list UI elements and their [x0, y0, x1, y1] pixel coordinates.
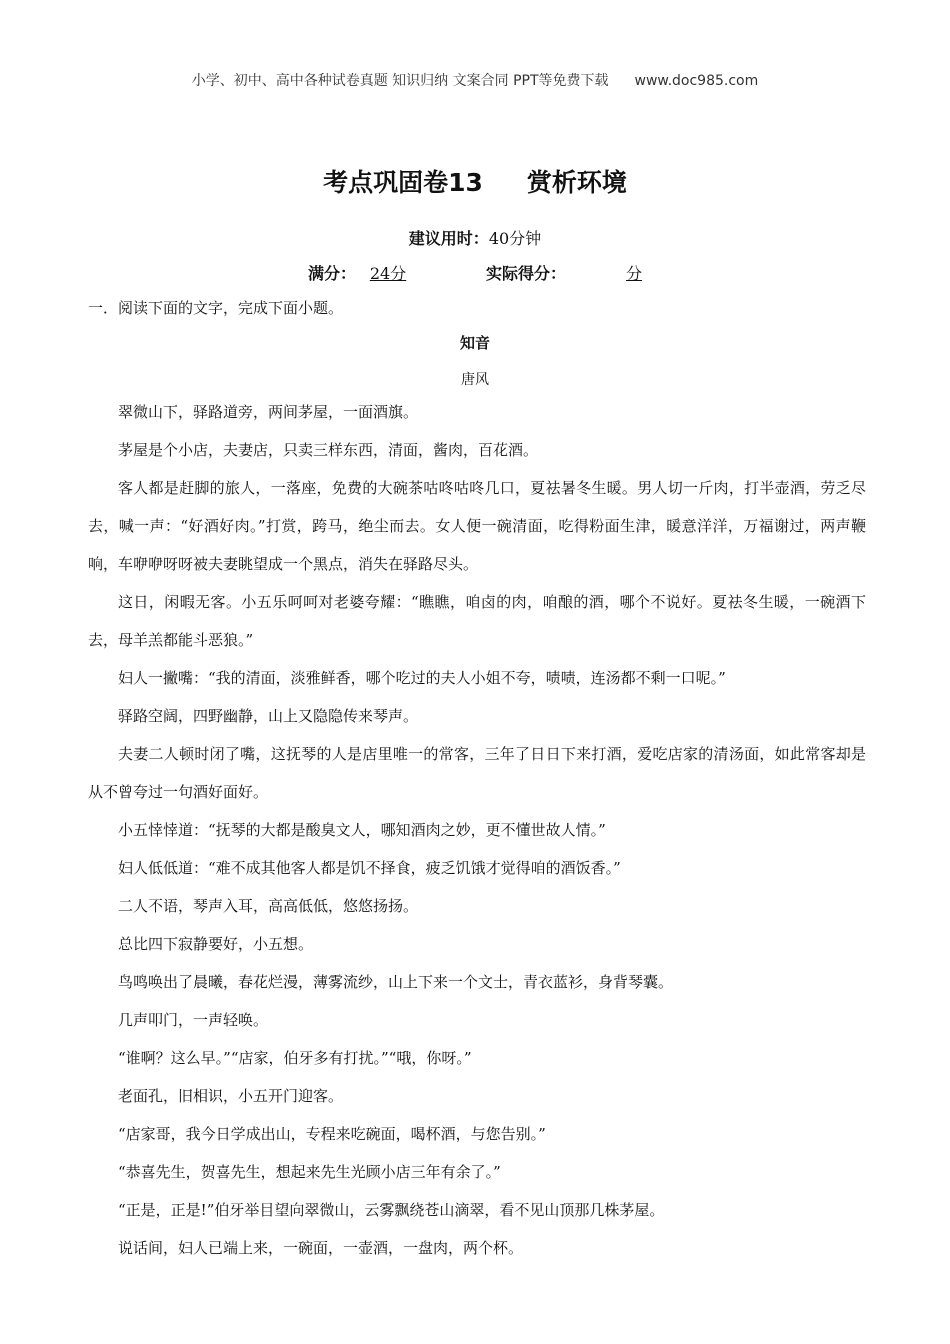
full-score-value: 24分	[369, 264, 407, 283]
paragraph: 茅屋是个小店，夫妻店，只卖三样东西，清面，酱肉，百花酒。	[118, 441, 539, 459]
score-line	[0, 261, 950, 284]
story-author: 唐风	[461, 372, 489, 388]
paragraph: 妇人低低道：“难不成其他客人都是饥不择食，疲乏饥饿才觉得咱的酒饭香。”	[118, 859, 621, 877]
paragraph: 小五悻悻道：“抚琴的大都是酸臭文人，哪知酒肉之妙，更不懂世故人情。”	[118, 821, 606, 839]
paragraph: 驿路空阔，四野幽静，山上又隐隐传来琴声。	[118, 707, 419, 725]
paragraph: 翠微山下，驿路道旁，两间茅屋，一面酒旗。	[118, 403, 419, 421]
title-topic: 赏析环境	[526, 168, 627, 197]
paragraph: 客人都是赶脚的旅人，一落座，免费的大碗茶咕咚咕咚几口，夏祛暑冬生暖。男人切一斤肉，打半壶酒，劳乏尽去，喊一声：“好酒好肉。”打赏，跨马，绝尘而去。女人便一碗清面，吃得粉面生津，暖意洋洋，万福谢过，两声鞭响，车咿咿呀呀被夫妻眺望成一个黑点，消失在驿路尽头。	[88, 479, 866, 573]
paragraph: 总比四下寂静要好，小五想。	[118, 935, 314, 953]
paragraph: 二人不语，琴声入耳，高高低低，悠悠扬扬。	[118, 897, 419, 915]
page-header	[0, 70, 950, 90]
suggested-time	[0, 226, 950, 249]
header-url[interactable]: www.doc985.com	[634, 73, 759, 89]
question-instruction: 一．阅读下面的文字，完成下面小题。	[88, 299, 344, 317]
paragraph: 几声叩门，一声轻唤。	[118, 1011, 269, 1029]
time-value: 40分钟	[488, 229, 542, 248]
paragraph: 妇人一撇嘴：“我的清面，淡雅鲜香，哪个吃过的夫人小姐不夸，啧啧，连汤都不剩一口呢。”	[118, 669, 726, 687]
paragraph: “店家哥，我今日学成出山，专程来吃碗面，喝杯酒，与您告别。”	[118, 1125, 546, 1143]
full-score-label: 满分：	[307, 264, 356, 283]
story-title: 知音	[459, 334, 490, 352]
actual-score-label: 实际得分：	[486, 264, 567, 283]
page-title	[0, 163, 950, 199]
story-body	[88, 393, 866, 1267]
paragraph: 老面孔，旧相识，小五开门迎客。	[118, 1087, 344, 1105]
paragraph: “正是，正是!”伯牙举目望向翠微山，云雾飘绕苍山滴翠，看不见山顶那几株茅屋。	[118, 1201, 665, 1219]
paragraph: “恭喜先生，贺喜先生，想起来先生光顾小店三年有余了。”	[118, 1163, 501, 1181]
title-main: 考点巩固卷13	[323, 168, 483, 197]
time-label: 建议用时：	[408, 229, 489, 248]
paragraph: 这日，闲暇无客。小五乐呵呵对老婆夸耀：“瞧瞧，咱卤的肉，咱酿的酒，哪个不说好。夏祛冬生暖，一碗酒下去，母羊羔都能斗恶狼。”	[88, 593, 866, 649]
paragraph: 说话间，妇人已端上来，一碗面，一壶酒，一盘肉，两个杯。	[118, 1239, 524, 1257]
paragraph: 夫妻二人顿时闭了嘴，这抚琴的人是店里唯一的常客，三年了日日下来打酒，爱吃店家的清汤面，如此常客却是从不曾夸过一句酒好面好。	[88, 745, 866, 801]
header-text: 小学、初中、高中各种试卷真题 知识归纳 文案合同 PPT等免费下载	[191, 73, 609, 89]
paragraph: 鸟鸣唤出了晨曦，春花烂漫，薄雾流纱，山上下来一个文士，青衣蓝衫，身背琴囊。	[118, 973, 674, 991]
actual-score-blank[interactable]: 分	[626, 264, 643, 283]
paragraph: “谁啊？这么早。”“店家，伯牙多有打扰。”“哦，你呀。”	[118, 1049, 472, 1067]
